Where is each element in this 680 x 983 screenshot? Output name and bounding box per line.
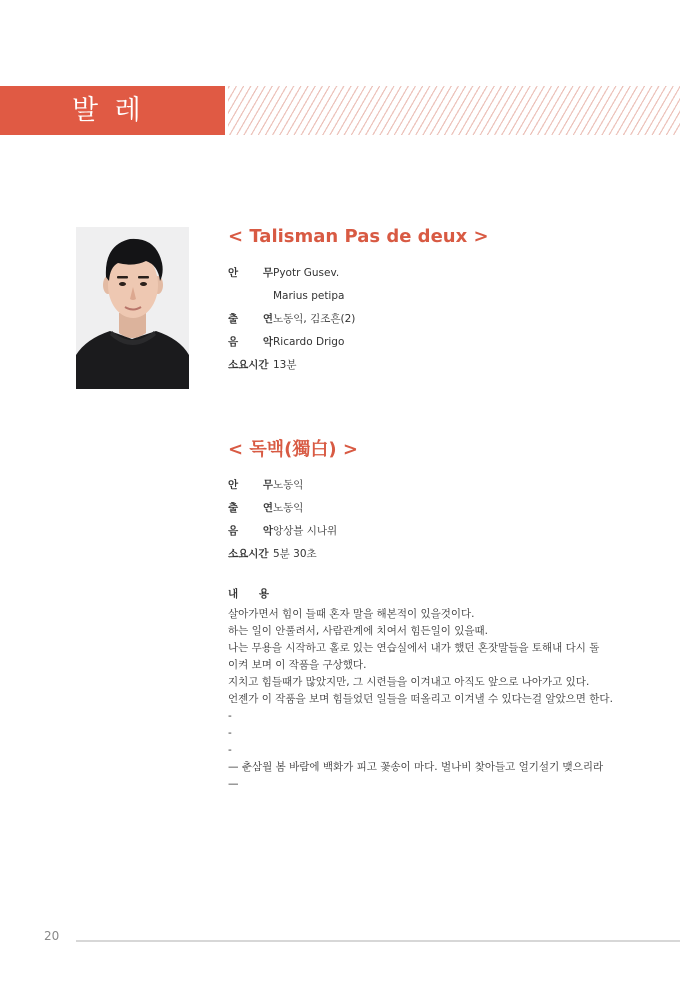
credit-value: Ricardo Drigo [273, 336, 345, 348]
content-line: 하는 일이 안풀려서, 사람관계에 치여서 힘든일이 있을때. [228, 625, 488, 637]
page-number: 20 [44, 929, 60, 943]
section-banner [0, 86, 225, 135]
credit-value: 노동익 [273, 479, 304, 491]
credit-value: Pyotr Gusev. [273, 267, 340, 279]
credit-row [228, 474, 337, 497]
credit-row [228, 543, 337, 566]
credit-row [228, 354, 355, 377]
content-line: — 춘삼월 봄 바람에 백화가 피고 꽃송이 마다. 벌나비 찾아들고 얼기설기 맺으리라 [228, 761, 604, 773]
credit-value: 노동익, 김조흔(2) [273, 313, 356, 325]
credit-value: 앙상블 시나위 [273, 525, 338, 537]
content-line: — [228, 778, 239, 790]
performer-photo [76, 227, 189, 389]
credit-label: 출 연 [228, 502, 273, 514]
content-line: 살아가면서 힘이 들때 혼자 말을 해본적이 있을것이다. [228, 608, 475, 620]
credit-label: 음 악 [228, 336, 273, 348]
content-line: - [228, 744, 232, 756]
credit-value: 13분 [273, 359, 297, 371]
credit-value: 노동익 [273, 502, 304, 514]
section-title-talisman: < Talisman Pas de deux > [228, 226, 489, 247]
performer-portrait-image [76, 227, 189, 389]
credit-row [228, 331, 355, 354]
credit-label [228, 285, 273, 308]
credits-monologue [228, 474, 337, 566]
credit-value: 5분 30초 [273, 548, 317, 560]
footer-divider [76, 940, 680, 942]
credit-label: 소요시간 [228, 359, 269, 371]
credit-label: 소요시간 [228, 548, 269, 560]
credit-row [228, 262, 355, 285]
credit-row [228, 308, 355, 331]
content-line: - [228, 710, 232, 722]
credit-label: 안 무 [228, 479, 273, 491]
section-title-monologue: < 독백(獨白) > [228, 439, 358, 460]
content-line: 나는 무용을 시작하고 홀로 있는 연습실에서 내가 했던 혼잣말들을 토해내 다시 돌 [228, 642, 600, 654]
credits-talisman [228, 262, 355, 377]
credit-row [228, 520, 337, 543]
credit-row [228, 285, 355, 308]
content-heading: 내 용 [228, 588, 269, 600]
content-line: - [228, 727, 232, 739]
content-line: 이켜 보며 이 작품을 구상했다. [228, 659, 367, 671]
banner-hatch-decoration [228, 86, 680, 135]
content-body [228, 606, 613, 793]
credit-label: 음 악 [228, 525, 273, 537]
credit-label: 안 무 [228, 267, 273, 279]
credit-label: 출 연 [228, 313, 273, 325]
banner-title: 발 레 [72, 95, 145, 126]
credit-row [228, 497, 337, 520]
credit-value: Marius petipa [273, 290, 345, 302]
content-line: 언젠가 이 작품을 보며 힘들었던 일들을 떠올리고 이겨낼 수 있다는걸 알았으면 한다. [228, 693, 613, 705]
content-line: 지치고 힘들때가 많았지만, 그 시련들을 이겨내고 아직도 앞으로 나아가고 있다. [228, 676, 590, 688]
